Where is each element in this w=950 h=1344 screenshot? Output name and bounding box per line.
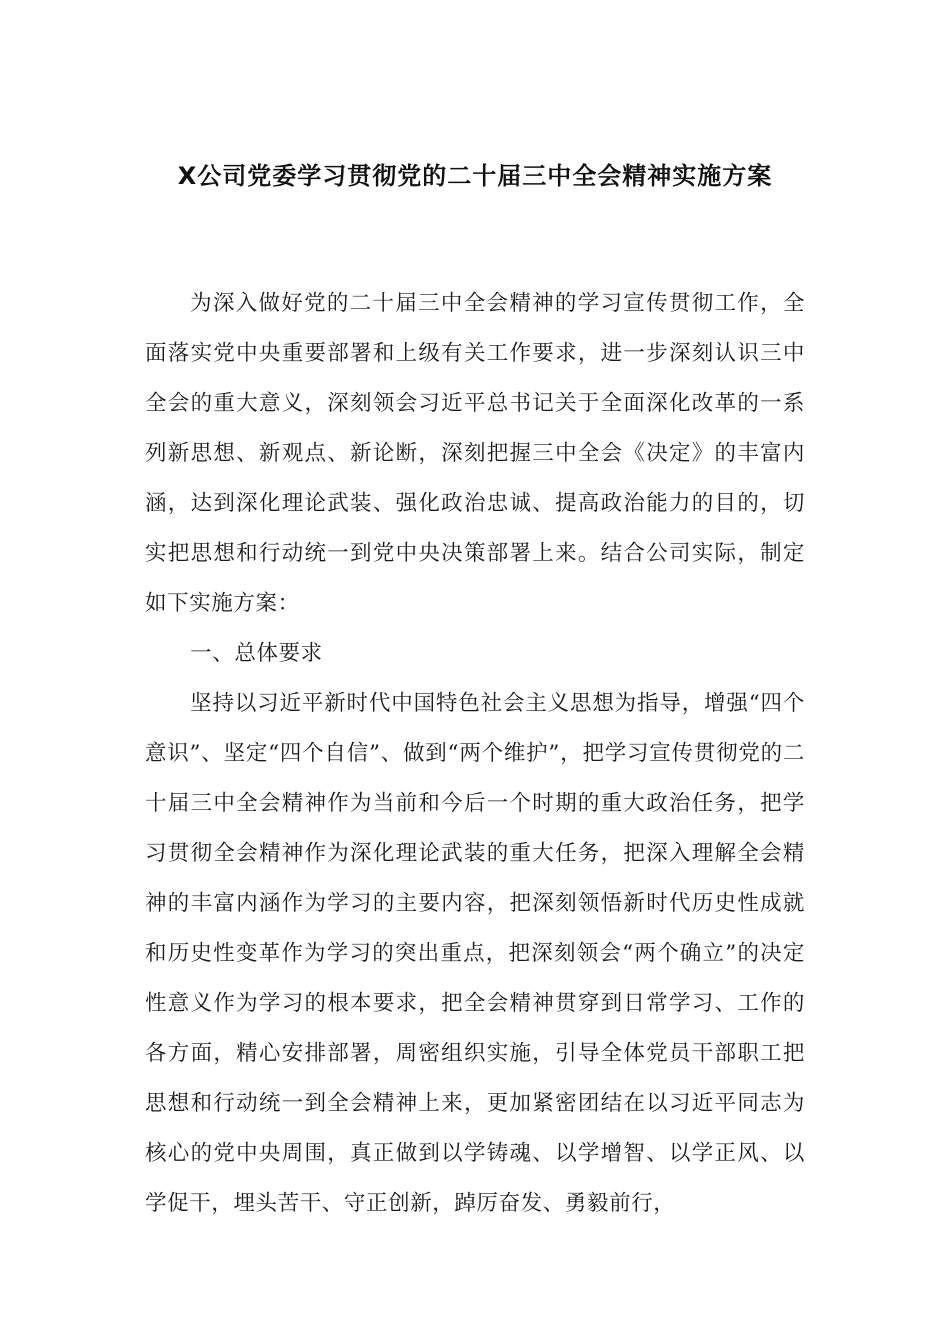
paragraph-intro: 为深入做好党的二十届三中全会精神的学习宣传贯彻工作，全面落实党中央重要部署和上级有关工作要求，进一步深刻认识三中全会的重大意义，深刻领会习近平总书记关于全面深化改革的一系列新思想、新观点、新论断，深刻把握三中全会《决定》的丰富内涵，达到深化理论武装、强化政治忠诚、提高政治能力的目的，切实把思想和行动统一到党中央决策部署上来。结合公司实际，制定如下实施方案：	[145, 291, 805, 616]
document-body	[145, 279, 805, 1229]
section-heading-general-requirements: 一、总体要求	[190, 641, 323, 666]
paragraph-general-requirements: 坚持以习近平新时代中国特色社会主义思想为指导，增强“四个意识”、坚定“四个自信”、做到“两个维护”，把学习宣传贯彻党的二十届三中全会精神作为当前和今后一个时期的重大政治任务，把学习贯彻全会精神作为深化理论武装的重大任务，把深入理解全会精神的丰富内涵作为学习的主要内容，把深刻领悟新时代历史性成就和历史性变革作为学习的突出重点，把深刻领会“两个确立”的决定性意义作为学习的根本要求，把全会精神贯穿到日常学习、工作的各方面，精心安排部署，周密组织实施，引导全体党员干部职工把思想和行动统一到全会精神上来，更加紧密团结在以习近平同志为核心的党中央周围，真正做到以学铸魂、以学增智、以学正风、以学促干，埋头苦干、守正创新，踔厉奋发、勇毅前行，	[145, 691, 805, 1216]
document-title: X公司党委学习贯彻党的二十届三中全会精神实施方案	[177, 162, 773, 190]
